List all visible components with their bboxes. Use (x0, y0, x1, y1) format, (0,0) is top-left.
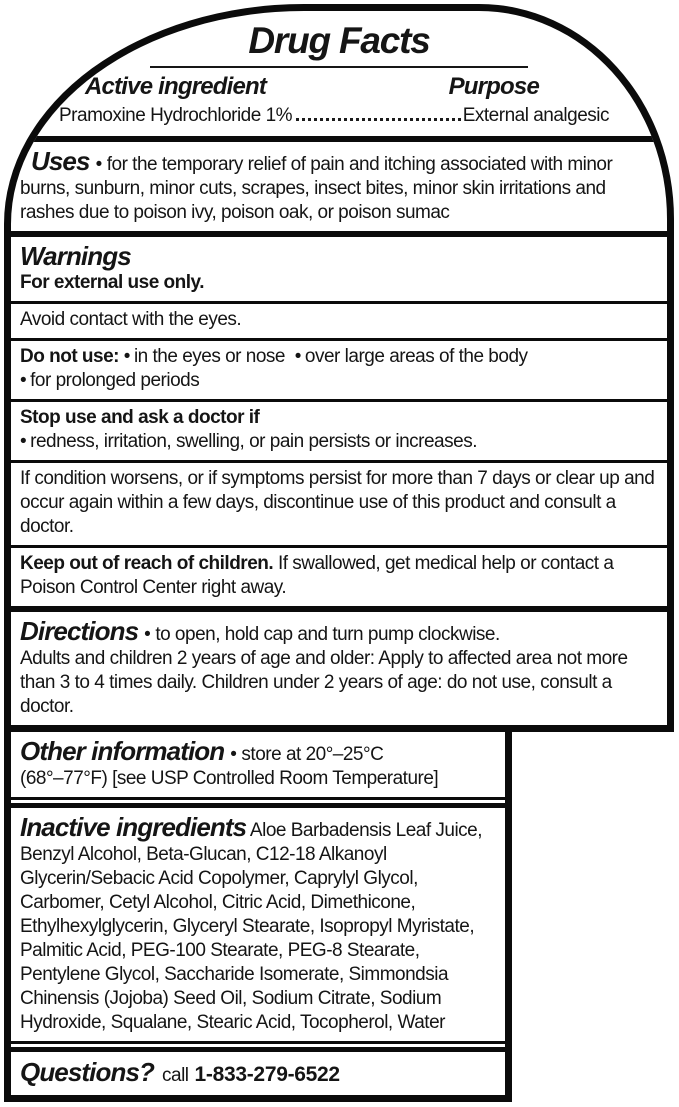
active-ingredient-header-row (11, 73, 667, 101)
stop-use-item (20, 430, 477, 454)
warnings-heading: Warnings (20, 241, 131, 271)
bullet: • (123, 346, 130, 367)
directions-text: Adults and children 2 years of age and older: Apply to affected area not more than 3 to 4 times daily. Children under 2 years of age: do not use, consult a doctor. (20, 648, 628, 717)
other-information-heading: Other information (20, 736, 225, 766)
uses-bullet: • (95, 154, 102, 175)
storage-temp-text: store at 20°–25°C (241, 744, 384, 765)
bullet: • (294, 346, 301, 367)
call-label: call (162, 1065, 189, 1086)
do-not-use-item-text: over large areas of the body (304, 346, 528, 367)
label-lower-panel (4, 732, 512, 1102)
storage-usp-text: (68°–77°F) [see USP Controlled Room Temperature] (20, 768, 439, 789)
uses-text: for the temporary relief of pain and itching associated with minor burns, sunburn, minor cuts, scrapes, insect bites, minor skin irritations and rashes due to poison ivy, poison oak, or poison sumac (20, 154, 613, 223)
directions-heading: Directions (20, 616, 139, 646)
inactive-ingredients-section (11, 808, 505, 1041)
do-not-use-item-text: for prolonged periods (30, 370, 200, 391)
bullet: • (20, 431, 27, 452)
uses-section (11, 136, 667, 231)
purpose-heading: Purpose (448, 73, 539, 100)
other-information-bullet: • (230, 744, 237, 765)
inactive-ingredients-text: Aloe Barbadensis Leaf Juice, Benzyl Alcohol, Beta-Glucan, C12-18 Alkanoyl Glycerin/Sebacic Acid Copolymer, Caprylyl Glycol, Carbomer, Cetyl Alcohol, Citric Acid, Dimethicone, Ethylhexylglycerin, Glyceryl Stearate, Isopropyl Myristate, Palmitic Acid, PEG-100 Stearate, PEG-8 Stearate, Pentylene Glycol, Saccharide Isomerate, Simmondsia Chinensis (Jojoba) Seed Oil, Sodium Citrate, Sodium Hydroxide, Squalane, Stearic Acid, Tocopherol, Water (20, 820, 483, 1033)
do-not-use-item-text: in the eyes or nose (133, 346, 285, 367)
do-not-use-label: Do not use: (20, 346, 119, 367)
phone-number: 1-833-279-6522 (194, 1063, 340, 1086)
do-not-use-item (295, 345, 528, 369)
drug-facts-title: Drug Facts (248, 20, 430, 61)
other-information-section (11, 732, 505, 797)
external-use-text: For external use only. (20, 272, 204, 293)
stop-use-item-text: redness, irritation, swelling, or pain persists or increases. (30, 431, 477, 452)
purpose-value: External analgesic (462, 105, 609, 126)
active-ingredient-heading: Active ingredient (85, 73, 267, 100)
label-upper-panel (4, 4, 674, 732)
active-ingredient-row (11, 101, 667, 136)
keep-out-text: If swallowed, get medical help or contact a Poison Control Center right away. (20, 553, 614, 598)
condition-worsens-text: If condition worsens, or if symptoms persist for more than 7 days or clear up and occur again within a few days, discontinue use of this product and consult a doctor. (20, 468, 655, 537)
section-divider (11, 1041, 505, 1052)
section-divider (11, 797, 505, 808)
condition-worsens-section (11, 460, 667, 545)
directions-bullet: • (144, 624, 151, 645)
do-not-use-item (124, 345, 285, 369)
keep-out-label: Keep out of reach of children. (20, 553, 274, 574)
questions-heading: Questions? (20, 1057, 155, 1087)
warnings-section (11, 231, 667, 301)
active-ingredient-name: Pramoxine Hydrochloride 1% (59, 105, 293, 126)
uses-heading: Uses (31, 146, 90, 176)
stop-use-label: Stop use and ask a doctor if (20, 407, 260, 428)
avoid-contact-text: Avoid contact with the eyes. (20, 309, 242, 330)
bullet: • (20, 370, 27, 391)
do-not-use-section (11, 338, 667, 399)
questions-section (11, 1052, 505, 1095)
keep-out-of-reach-section (11, 545, 667, 606)
stop-use-section (11, 399, 667, 460)
inactive-ingredients-heading: Inactive ingredients (20, 812, 247, 842)
directions-line1: to open, hold cap and turn pump clockwise. (155, 624, 500, 645)
directions-section (11, 606, 667, 725)
title-underline (150, 66, 528, 68)
avoid-contact-section (11, 301, 667, 338)
dotted-leader (296, 118, 461, 121)
do-not-use-item (20, 369, 199, 393)
